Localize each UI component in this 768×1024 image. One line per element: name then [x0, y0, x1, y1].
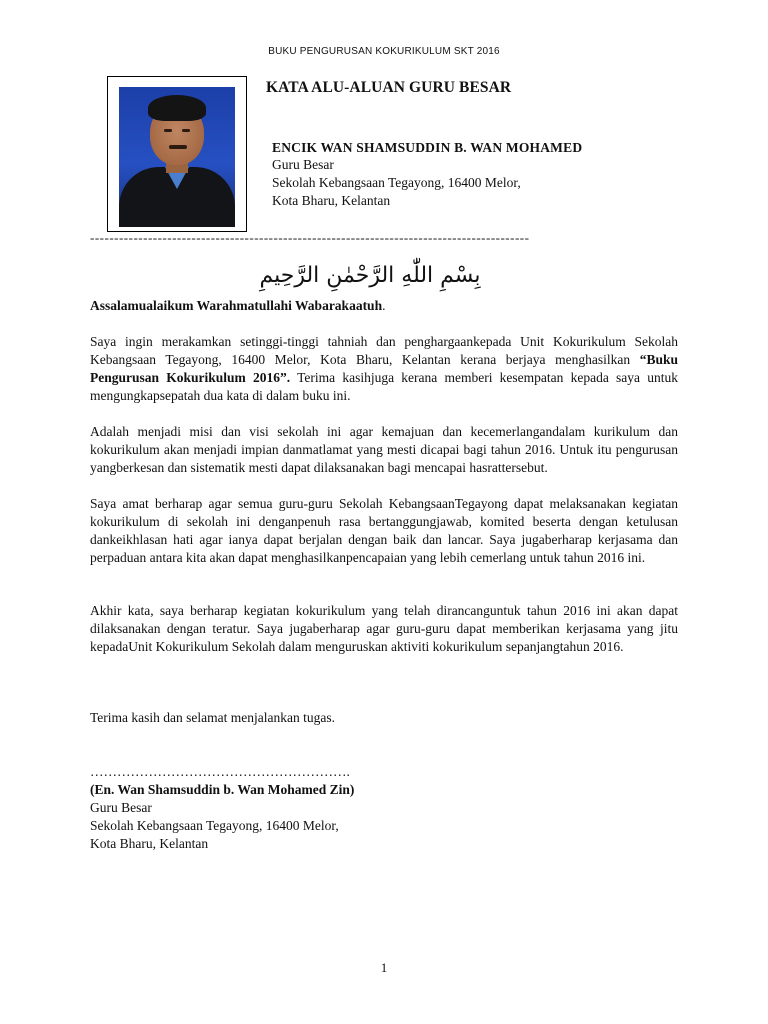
page-title: KATA ALU-ALUAN GURU BESAR: [266, 79, 512, 96]
paragraph-5: Terima kasih dan selamat menjalankan tugas.: [90, 710, 335, 725]
signature-name: (En. Wan Shamsuddin b. Wan Mohamed Zin): [90, 782, 355, 797]
signature-address-line1: Sekolah Kebangsaan Tegayong, 16400 Melor,: [90, 818, 339, 833]
salutation: [90, 298, 385, 314]
paragraph-2: Adalah menjadi misi dan visi sekolah ini agar kemajuan dan kecemerlangandalam kurikulum dan kokurikulum akan menjadi impian danmatlamat yang mesti dicapai bagi tahun 2016. Untuk itu pengurusan yangberkesan dan sistematik mesti dapat dilaksanakan bagi mencapai hasrattersebut.: [90, 424, 678, 475]
paragraph-1-part-a: Saya ingin merakamkan setinggi-tinggi tahniah dan penghargaankepada Unit Kokurikulum Sekolah Kebangsaan Tegayong, 16400 Melor, Kota Bharu, Kelantan kerana berjaya menghasilkan: [90, 334, 678, 367]
salutation-text: Assalamualaikum Warahmatullahi Wabarakaatuh: [90, 298, 383, 313]
salutation-end: .: [382, 298, 386, 313]
photo-hair: [148, 95, 206, 121]
photo-mustache: [169, 145, 187, 149]
page-number: 1: [380, 960, 388, 975]
paragraph-3: Saya amat berharap agar semua guru-guru Sekolah KebangsaanTegayong dapat melaksanakan kegiatan kokurikulum di sekolah ini denganpenuh rasa bertanggungjawab, komited beserta dengan ketulusan dankeikhlasan hati agar ianya dapat berjalan dengan baik dan lancar. Saya jugaberharap kerjasama dan perpaduan antara kita akan dapat menghasilkanpencapaian yang lebih cemerlang untuk tahun 2016 ini.: [90, 496, 678, 565]
basmalah-calligraphy: [255, 256, 485, 292]
principal-name: ENCIK WAN SHAMSUDDIN B. WAN MOHAMED: [272, 140, 583, 155]
dashed-separator: -------------------------------------------------------------------------------------------: [90, 230, 530, 245]
principal-address-line2: Kota Bharu, Kelantan: [272, 193, 391, 208]
principal-photo: [119, 87, 235, 227]
photo-eye-left: [164, 129, 172, 132]
signature-role: Guru Besar: [90, 800, 152, 815]
principal-role: Guru Besar: [272, 157, 334, 172]
photo-eye-right: [182, 129, 190, 132]
paragraph-4: Akhir kata, saya berharap kegiatan kokurikulum yang telah dirancanguntuk tahun 2016 ini akan dapat dilaksanakan dengan teratur. Saya jugaberharap agar guru-guru dapat memberikan kerjasama yang jitu kepadaUnit Kokurikulum Sekolah dalam menguruskan aktiviti kokurikulum sepanjangtahun 2016.: [90, 603, 678, 654]
principal-address-line1: Sekolah Kebangsaan Tegayong, 16400 Melor,: [272, 175, 521, 190]
basmalah-text: بِسْمِ اللّٰهِ الرَّحْمٰنِ الرَّحِيمِ: [259, 263, 481, 288]
paragraph-1: [90, 333, 678, 405]
page-header: BUKU PENGURUSAN KOKURIKULUM SKT 2016: [268, 46, 500, 57]
signature-address-line2: Kota Bharu, Kelantan: [90, 836, 209, 851]
book-title: “Buku Pengurusan Kokurikulum 2016”.: [90, 352, 678, 385]
signature-line: ………………………………………………….: [90, 764, 350, 779]
paragraph-1-part-b: Terima kasihjuga kerana memberi kesempatan kepada saya untuk mengungkapsepatah dua kata di dalam buku ini.: [90, 370, 679, 403]
principal-photo-frame: [107, 76, 247, 232]
